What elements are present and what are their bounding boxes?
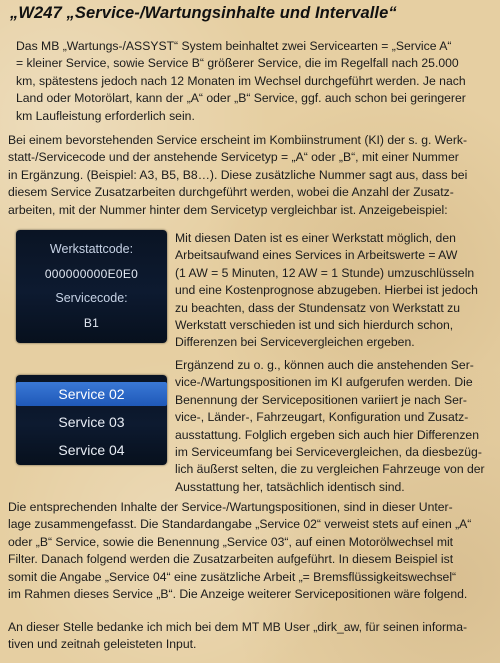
text-line: Die entsprechenden Inhalte der Service-/Wartungspositionen, sind in dieser Unter- (8, 500, 453, 514)
service-02-item: Service 02 (16, 382, 167, 406)
page-title: „W247 „Service-/Wartungsinhalte und Intervalle“ (10, 4, 397, 22)
text-line: vice-/Wartungspositionen im KI aufgerufen werden. Die (175, 375, 473, 390)
servicepositionen-paragraph (175, 357, 493, 496)
intro-paragraph (16, 38, 488, 125)
text-line: zu beachten, dass der Stundensatz von Werkstatt zu (175, 300, 460, 315)
text-line: Ausstattung her, tatsächlich identisch sind. (175, 479, 405, 494)
werkstattcode-label: Werkstattcode: (49, 242, 134, 256)
text-line: im Serviceumfang bei Servicevergleichen, da diesbezüg- (175, 445, 482, 460)
text-line: lich äußerst selten, die zu vergleichen Fahrzeuge von der (175, 462, 485, 477)
text-line: arbeiten, mit der Nummer hinter dem Servicetyp vergleichbar ist. Anzeigebeispiel: (8, 202, 448, 217)
text-line: Arbeitsaufwand eines Services in Arbeitswerte = AW (175, 248, 458, 263)
text-line: diesem Service Zusatzarbeiten durchgeführt werden, wobei die Anzahl der Zusatz- (8, 185, 454, 200)
text-line: somit die Angabe „Service 04“ eine zusätzliche Arbeit „= Bremsflüssigkeitswechsel“ (8, 569, 457, 584)
text-line: = kleiner Service, sowie Service B“ größerer Service, die im Regelfall nach 25.000 (16, 56, 459, 71)
text-line: oder „B“ Service, sowie die Benennung „Service 03“, auf einen Motorölwechsel mit (8, 534, 454, 549)
text-line: statt-/Servicecode und der anstehende Servicetyp = „A“ oder „B“, mit einer Nummer (8, 150, 459, 165)
text-line: Werkstatt verschieden ist und sich hierdurch schon, (175, 318, 454, 333)
text-line: Filter. Danach folgend werden die Zusatzarbeiten aufgeführt. In diesem Beispiel ist (8, 552, 454, 567)
text-line: (1 AW = 5 Minuten, 12 AW = 1 Stunde) umzuschlüsseln (175, 265, 475, 280)
text-line: km, spätestens jedoch nach 12 Monaten im Wechsel durchgeführt werden. Je nach (16, 73, 466, 88)
text-line: und eine Kostenprognose abzugeben. Hierbei ist jedoch (175, 283, 478, 298)
text-line: An dieser Stelle bedanke ich mich bei dem MT MB User „dirk_aw, für seinen informa- (8, 620, 468, 634)
text-line: Ergänzend zu o. g., können auch die anstehenden Ser- (175, 358, 474, 372)
werkstattcode-display (16, 230, 167, 343)
service-inhalte-paragraph (8, 499, 492, 603)
text-line: im Rahmen dieses Service „B“. Die Anzeige weiterer Servicepositionen wäre folgend. (8, 587, 468, 602)
arbeitswerte-paragraph (175, 230, 493, 352)
werkstattcode-value: 000000000E0E0 (44, 267, 139, 281)
text-line: ausstattung. Folglich ergeben sich auch hier Differenzen (175, 427, 479, 442)
text-line: lage zusammengefasst. Die Standardangabe „Service 02“ verweist stets auf einen „A“ (8, 517, 472, 532)
text-line: in Ergänzung. (Beispiel: A3, B5, B8…). Diese zusätzliche Nummer sagt aus, dass bei (8, 167, 468, 182)
text-line: Mit diesen Daten ist es einer Werkstatt möglich, den (175, 231, 456, 245)
text-line: vice-, Länder-, Fahrzeugart, Konfiguration und Zusatz- (175, 410, 469, 425)
text-line: Das MB „Wartungs-/ASSYST“ System beinhaltet zwei Servicearten = „Service A“ (16, 39, 452, 53)
text-line: Differenzen bei Servicevergleichen ergeben. (175, 335, 415, 350)
service-03-item: Service 03 (58, 414, 125, 430)
text-line: tiven und zeitnah geleisteten Input. (8, 637, 197, 652)
text-line: Bei einem bevorstehenden Service erscheint im Kombiinstrument (KI) der s. g. Werk- (8, 133, 468, 147)
servicecode-label: Servicecode: (55, 291, 128, 305)
text-line: km Laufleistung erforderlich sein. (16, 108, 195, 123)
service-04-item: Service 04 (58, 442, 125, 458)
kombiinstrument-paragraph (8, 132, 492, 219)
text-line: Benennung der Servicepositionen variiert je nach Ser- (175, 392, 467, 407)
service-positions-display (16, 375, 167, 465)
acknowledgement-paragraph (8, 619, 492, 654)
text-line: Land oder Motorölart, kann der „A“ oder „B“ Service, ggf. auch schon bei geringerer (16, 91, 466, 106)
servicecode-value: B1 (83, 316, 100, 330)
